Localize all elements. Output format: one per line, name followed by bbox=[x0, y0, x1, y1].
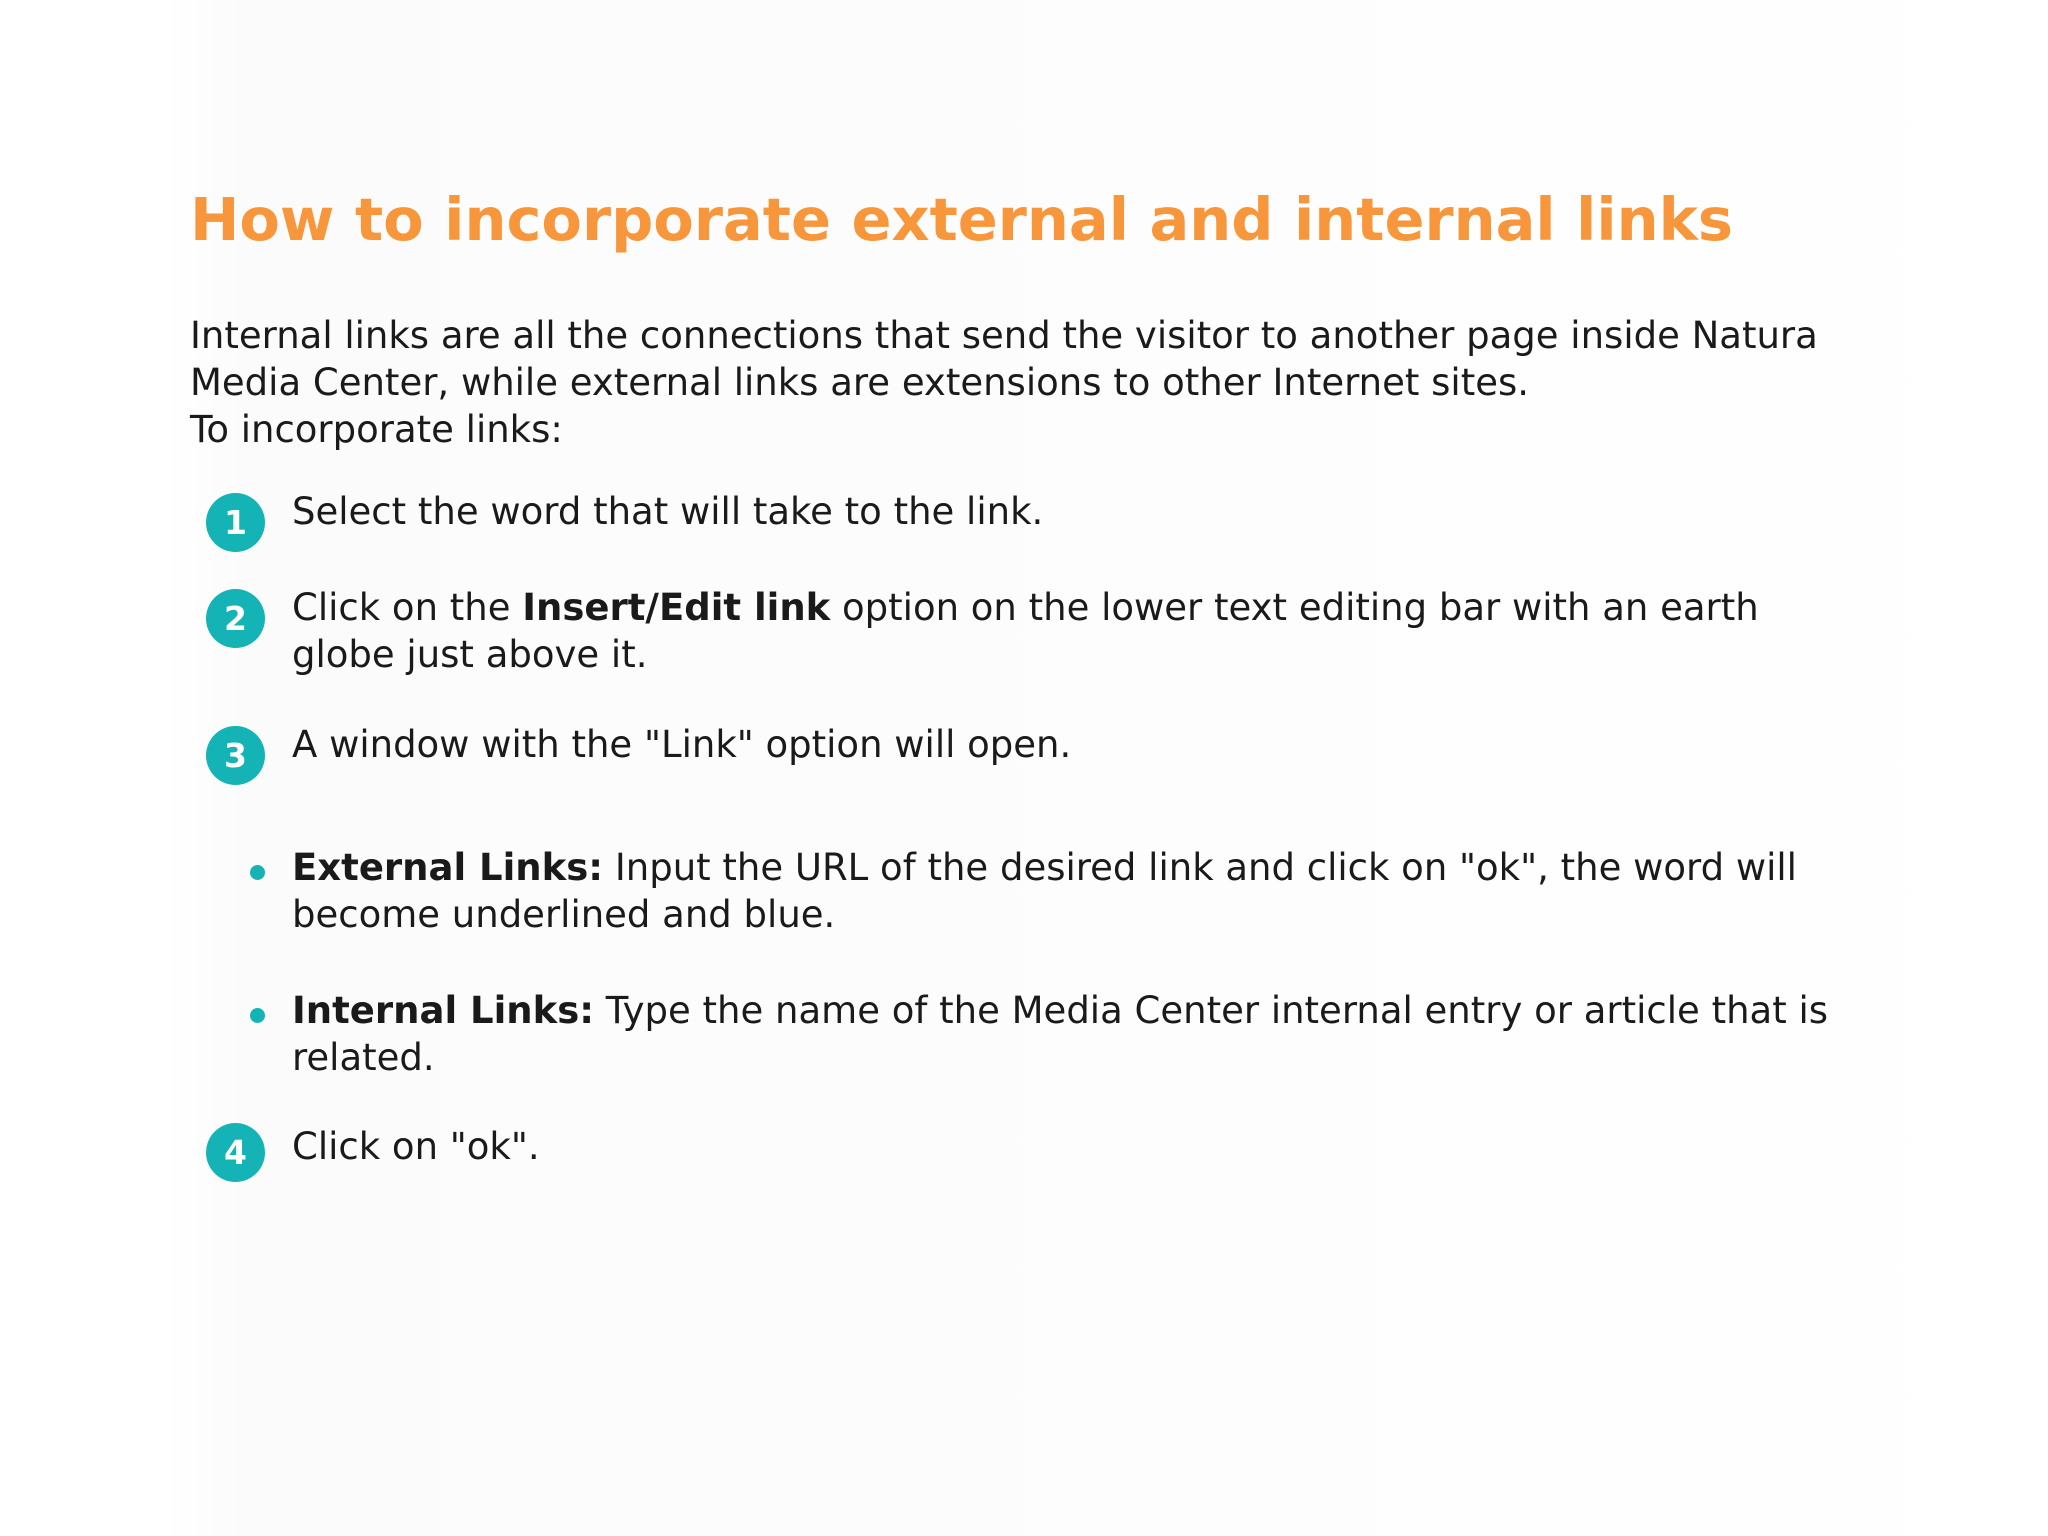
insert-edit-link-label: Insert/Edit link bbox=[522, 586, 831, 629]
step-text bbox=[292, 584, 1782, 678]
step-number-badge: 1 bbox=[206, 493, 265, 552]
bullet-description: Input the URL of the desired link and click on "ok", the word will become underlined and blue. bbox=[292, 846, 1797, 936]
step-text-prefix: Click on the bbox=[292, 586, 523, 629]
step-text-suffix: option on the lower text editing bar with an earth globe just above it. bbox=[292, 586, 1759, 676]
bullet-description: Type the name of the Media Center internal entry or article that is related. bbox=[292, 989, 1829, 1079]
step-number-badge: 4 bbox=[206, 1123, 265, 1182]
step-number-badge: 2 bbox=[206, 589, 265, 648]
step-text: A window with the "Link" option will open. bbox=[292, 723, 1072, 766]
step-1 bbox=[206, 490, 1044, 552]
page-title: How to incorporate external and internal links bbox=[190, 185, 1733, 254]
step-text: Select the word that will take to the link. bbox=[292, 490, 1044, 533]
step-3 bbox=[206, 723, 1072, 785]
step-number-badge: 3 bbox=[206, 726, 265, 785]
bullet-label: External Links: bbox=[292, 846, 604, 889]
intro-paragraph bbox=[190, 312, 1830, 453]
step-2 bbox=[206, 586, 1759, 676]
bullet-text bbox=[292, 844, 1832, 938]
bullet-text bbox=[292, 987, 1832, 1081]
intro-lead-in: To incorporate links: bbox=[190, 408, 563, 451]
step-text: Click on "ok". bbox=[292, 1125, 540, 1168]
bullet-dot-icon bbox=[250, 865, 265, 880]
bullet-label: Internal Links: bbox=[292, 989, 595, 1032]
intro-text: Internal links are all the connections that send the visitor to another page inside Natura Media Center, while external links are extensions to other Internet sites. bbox=[190, 314, 1818, 404]
step-4 bbox=[206, 1123, 540, 1182]
bullet-dot-icon bbox=[250, 1008, 265, 1023]
